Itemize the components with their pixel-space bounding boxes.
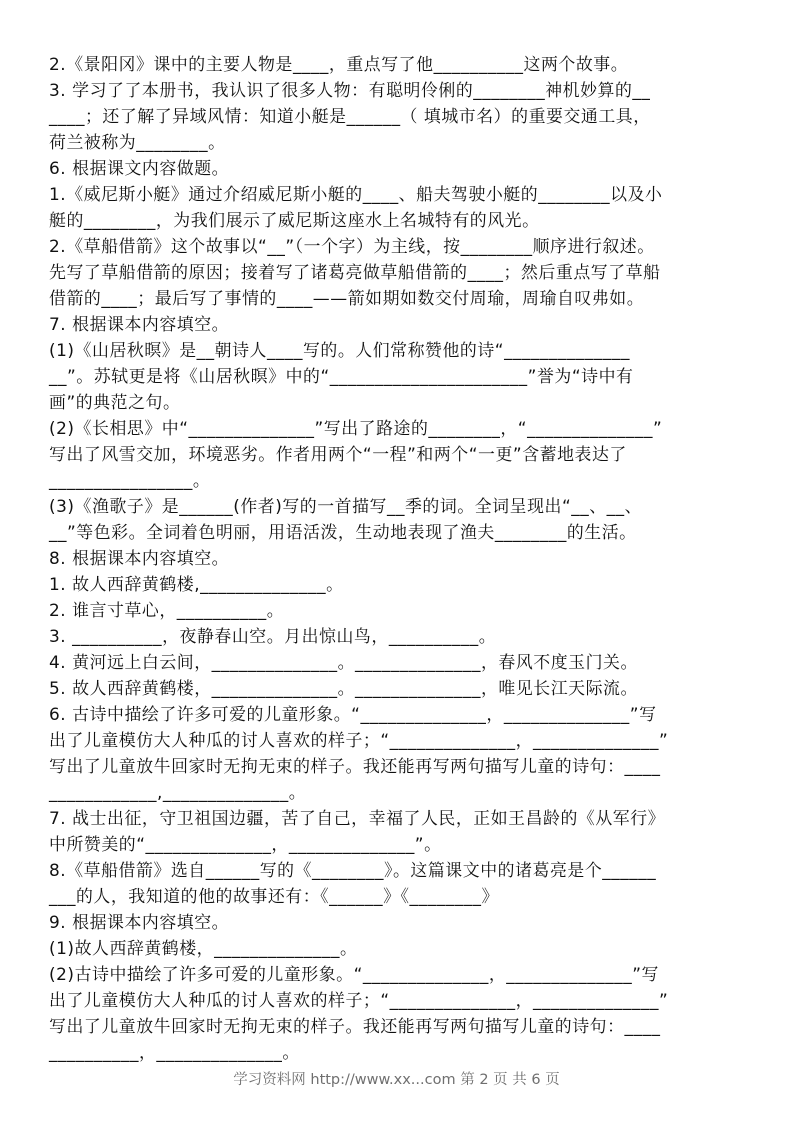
section-heading: 8. 根据课本内容填空。 [49, 548, 230, 568]
text-line: 艇的________，为我们展示了威尼斯这座水上名城特有的风光。 [49, 210, 540, 230]
text-line: __”。苏轼更是将《山居秋暝》中的“______________________”誉为“诗中有 [49, 366, 634, 386]
page-footer-watermark: 学习资料网 http://www.xx...com 第 2 页 共 6 页 [233, 1072, 560, 1088]
text-line: 出了儿童模仿大人种瓜的讨人喜欢的样子；“______________，______________” [49, 990, 669, 1010]
text-line: ___的人，我知道的他的故事还有：《______》《________》 [49, 886, 499, 906]
text-line: 先写了草船借箭的原因；接着写了诸葛亮做草船借箭的____；然后重点写了草船 [49, 262, 661, 282]
text-line: 荷兰被称为________。 [49, 132, 226, 152]
text-line: 写出了风雪交加，环境恶劣。作者用两个“一程”和两个“一更”含蓄地表达了 [49, 444, 627, 464]
text-line: ____________,______________。 [49, 782, 307, 802]
text-line: 3. __________，夜静春山空。月出惊山鸟，__________。 [49, 626, 497, 646]
text-line: 4. 黄河远上白云间，______________。______________，春风不度玉门关。 [49, 652, 638, 672]
section-heading: 9. 根据课本内容填空。 [49, 912, 230, 932]
text-line: (3)《渔歌子》是______(作者)写的一首描写__季的词。全词呈现出“__、__、 [49, 496, 643, 516]
text-line: 画”的典范之句。 [49, 392, 181, 412]
text-line: ________________。 [49, 470, 211, 490]
text-line: ____；还了解了异域风情：知道小艇是______（ 填城市名）的重要交通工具， [49, 106, 651, 126]
text-line: 6. 古诗中描绘了许多可爱的儿童形象。“______________，______________”写 [49, 704, 657, 724]
text-line: 借箭的____；最后写了事情的____——箭如期如数交付周瑜，周瑜自叹弗如。 [49, 288, 645, 308]
text-line: (1)《山居秋暝》是__朝诗人____写的。人们常称赞他的诗“______________ [49, 340, 631, 360]
text-line: 1. 故人西辞黄鹤楼,______________。 [49, 574, 344, 594]
text-line: 8.《草船借箭》选自______写的《________》。这篇课文中的诸葛亮是个______ [49, 860, 657, 880]
text-line: (1)故人西辞黄鹤楼，______________。 [49, 938, 358, 958]
text-line: 7. 战士出征，守卫祖国边疆，苦了自己，幸福了人民，正如王昌龄的《从军行》 [49, 808, 666, 828]
text-line: 写出了儿童放牛回家时无拘无束的样子。我还能再写两句描写儿童的诗句：____ [49, 1016, 661, 1036]
text-line: 5. 故人西辞黄鹤楼，______________。______________，唯见长江天际流。 [49, 678, 638, 698]
section-heading: 6. 根据课文内容做题。 [49, 158, 230, 178]
text-line: (2)《长相思》中“______________”写出了路途的________，“______________” [49, 418, 663, 438]
text-line: 出了儿童模仿大人种瓜的讨人喜欢的样子；“______________，______________” [49, 730, 669, 750]
text-line: 1.《威尼斯小艇》通过介绍威尼斯小艇的____、船夫驾驶小艇的________以及小 [49, 184, 663, 204]
text-line: (2)古诗中描绘了许多可爱的儿童形象。“______________，______________”写 [49, 964, 659, 984]
text-line: 2.《景阳冈》课中的主要人物是____，重点写了他__________这两个故事。 [49, 54, 629, 74]
text-line: __”等色彩。全词着色明丽，用语活泼，生动地表现了渔夫________的生活。 [49, 522, 637, 542]
text-line: __________，______________。 [49, 1042, 300, 1062]
section-heading: 7. 根据课本内容填空。 [49, 314, 230, 334]
text-line: 2. 谁言寸草心，__________。 [49, 600, 285, 620]
text-line: 2.《草船借箭》这个故事以“__”（一个字）为主线，按________顺序进行叙述。 [49, 236, 655, 256]
text-line: 3. 学习了了本册书，我认识了很多人物：有聪明伶俐的________神机妙算的__ [49, 80, 651, 100]
text-line: 中所赞美的“______________，______________”。 [49, 834, 442, 854]
text-line: 写出了儿童放牛回家时无拘无束的样子。我还能再写两句描写儿童的诗句：____ [49, 756, 661, 776]
